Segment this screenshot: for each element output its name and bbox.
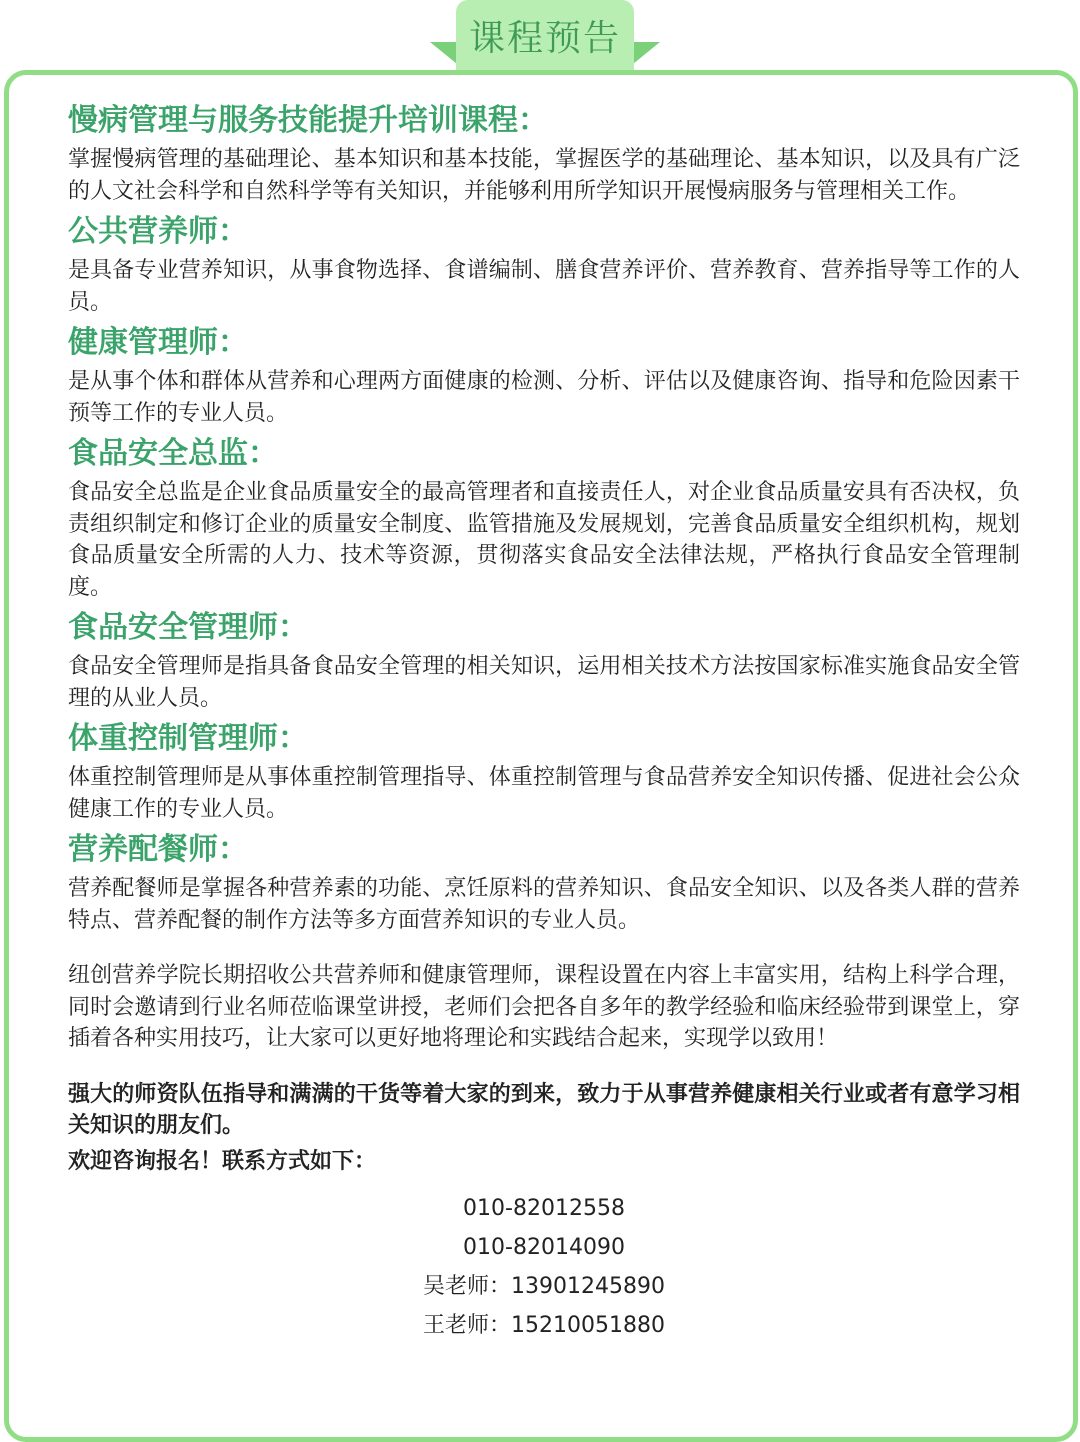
contact-phone-1: 010-82012558 bbox=[463, 1196, 625, 1221]
section-title: 慢病管理与服务技能提升培训课程： bbox=[68, 103, 548, 138]
section-title: 体重控制管理师： bbox=[68, 721, 308, 756]
section-title: 食品安全管理师： bbox=[68, 610, 308, 645]
intro-paragraph: 纽创营养学院长期招收公共营养师和健康管理师，课程设置在内容上丰富实用，结构上科学合理，同时会邀请到行业名师莅临课堂讲授，老师们会把各自多年的教学经验和临床经验带到课堂上，穿插着各种实用技巧，让大家可以更好地将理论和实践结合起来，实现学以致用！ bbox=[68, 963, 1020, 1051]
section-title: 公共营养师： bbox=[68, 214, 248, 249]
section-body: 营养配餐师是掌握各种营养素的功能、烹饪原料的营养知识、食品安全知识、以及各类人群的营养特点、营养配餐的制作方法等多方面营养知识的专业人员。 bbox=[68, 876, 1020, 933]
section-body: 体重控制管理师是从事体重控制管理指导、体重控制管理与食品营养安全知识传播、促进社会公众健康工作的专业人员。 bbox=[68, 765, 1020, 822]
section-body: 是从事个体和群体从营养和心理两方面健康的检测、分析、评估以及健康咨询、指导和危险因素干预等工作的专业人员。 bbox=[68, 369, 1020, 426]
spacer bbox=[68, 938, 1020, 960]
section-body: 是具备专业营养知识，从事食物选择、食谱编制、膳食营养评价、营养教育、营养指导等工作的人员。 bbox=[68, 258, 1020, 315]
spacer bbox=[68, 1057, 1020, 1079]
section-body: 食品安全管理师是指具备食品安全管理的相关知识，运用相关技术方法按国家标准实施食品安全管理的从业人员。 bbox=[68, 654, 1020, 711]
contact-teacher-wang: 王老师：15210051880 bbox=[423, 1313, 665, 1338]
main-content bbox=[68, 98, 1020, 1345]
banner-label: 课程预告 bbox=[456, 0, 634, 70]
closing-paragraph: 强大的师资队伍指导和满满的干货等着大家的到来，致力于从事营养健康相关行业或者有意学习相关知识的朋友们。 bbox=[68, 1081, 1020, 1138]
section-title: 食品安全总监： bbox=[68, 436, 278, 471]
section-title: 健康管理师： bbox=[68, 325, 248, 360]
contact-prompt: 欢迎咨询报名！联系方式如下： bbox=[68, 1148, 377, 1174]
section-title: 营养配餐师： bbox=[68, 832, 248, 867]
contact-phone-2: 010-82014090 bbox=[463, 1235, 625, 1260]
contact-list bbox=[68, 1189, 1020, 1345]
contact-teacher-wu: 吴老师：13901245890 bbox=[423, 1274, 665, 1299]
section-body: 掌握慢病管理的基础理论、基本知识和基本技能，掌握医学的基础理论、基本知识，以及具有广泛的人文社会科学和自然科学等有关知识，并能够利用所学知识开展慢病服务与管理相关工作。 bbox=[68, 147, 1020, 204]
title-banner bbox=[430, 0, 660, 72]
section-body: 食品安全总监是企业食品质量安全的最高管理者和直接责任人，对企业食品质量安具有否决权，负责组织制定和修订企业的质量安全制度、监管措施及发展规划，完善食品质量安全组织机构，规划食品质量安全所需的人力、技术等资源，贯彻落实食品安全法律法规，严格执行食品安全管理制度。 bbox=[68, 480, 1020, 600]
